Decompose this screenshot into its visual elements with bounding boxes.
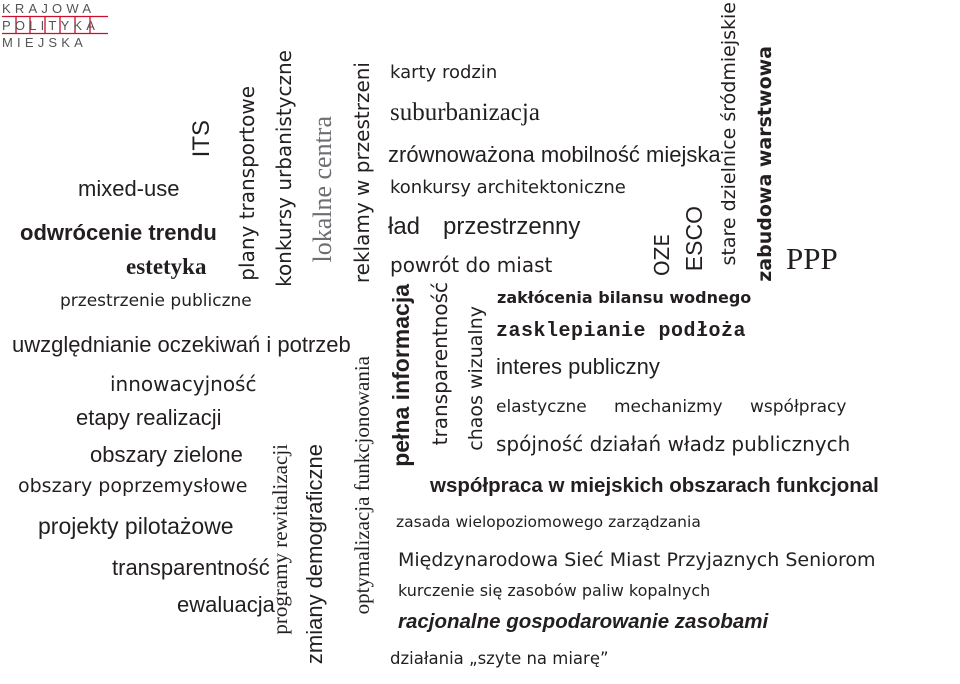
word-estetyka: estetyka <box>126 254 207 279</box>
word-powrot-do-miast: powrót do miast <box>390 253 553 277</box>
word-ewaluacja: ewaluacja <box>177 592 275 617</box>
word-suburbanizacja: suburbanizacja <box>390 99 540 126</box>
logo-line-3: MIEJSKA <box>2 35 88 50</box>
word-kurczenie: kurczenie się zasobów paliw kopalnych <box>398 581 711 600</box>
word-etapy-realizacji: etapy realizacji <box>76 405 222 430</box>
word-lad: ład <box>388 213 421 240</box>
word-konkursy-architektoniczne: konkursy architektoniczne <box>390 177 626 198</box>
logo-line-1: KRAJOWA <box>2 1 96 16</box>
word-programy-rewitalizacji: programy rewitalizacji <box>268 444 292 635</box>
word-obszary-zielone: obszary zielone <box>90 442 243 467</box>
word-reklamy: reklamy w przestrzeni <box>350 62 374 284</box>
word-lokalne-centra: lokalne centra <box>308 116 337 263</box>
word-karty-rodzin: karty rodzin <box>390 62 498 83</box>
word-racjonalne: racjonalne gospodarowanie zasobami <box>398 610 769 633</box>
word-obszary-poprzemyslowe: obszary poprzemysłowe <box>18 475 248 497</box>
word-wspolpraca: współpraca w miejskich obszarach funkcjonal <box>430 474 879 497</box>
word-uwzglednianie: uwzględnianie oczekiwań i potrzeb <box>12 332 351 357</box>
word-mixed-use: mixed-use <box>78 176 180 201</box>
word-optymalizacja: optymalizacja funkcjonowania <box>350 356 374 615</box>
word-przestrzenny: przestrzenny <box>443 213 581 240</box>
word-mobilnosc: zrównoważona mobilność miejska <box>388 142 721 167</box>
word-innowacyjnosc: innowacyjność <box>110 372 257 396</box>
word-spojnosc: spójność działań władz publicznych <box>496 432 851 456</box>
word-mechanizmy: mechanizmy <box>614 397 723 417</box>
word-wspolpracy: współpracy <box>750 397 847 417</box>
word-ppp: PPP <box>786 241 838 276</box>
word-projekty-pilotazowe: projekty pilotażowe <box>38 513 234 539</box>
logo <box>0 0 112 52</box>
word-transparentnosc-horizontal: transparentność <box>112 555 270 580</box>
word-zasklepianie: zasklepianie podłoża <box>496 320 747 343</box>
word-zabudowa-warstwowa: zabudowa warstwowa <box>754 46 776 282</box>
word-interes-publiczny: interes publiczny <box>496 354 660 379</box>
word-elastyczne: elastyczne <box>496 397 587 417</box>
word-its: ITS <box>188 120 215 158</box>
word-zmiany-demograficzne: zmiany demograficzne <box>302 444 327 665</box>
word-pelna-informacja: pełna informacja <box>388 284 414 467</box>
word-transparentnosc-vertical: transparentność <box>428 282 452 446</box>
word-zaklocenia: zakłócenia bilansu wodnego <box>497 288 752 307</box>
word-odwrocenie-trendu: odwrócenie trendu <box>20 220 217 245</box>
word-konkursy-urbanistyczne: konkursy urbanistyczne <box>272 50 296 287</box>
word-plany-transportowe: plany transportowe <box>235 86 259 281</box>
word-dzialania: działania „szyte na miarę” <box>390 649 609 668</box>
word-oze: OZE <box>650 234 674 277</box>
word-chaos-wizualny: chaos wizualny <box>465 306 487 451</box>
logo-line-2: POLITYKA <box>2 18 100 33</box>
word-siec-miast: Międzynarodowa Sieć Miast Przyjaznych Seniorom <box>398 549 876 571</box>
word-esco: ESCO <box>681 206 707 272</box>
word-zasada: zasada wielopoziomowego zarządzania <box>396 513 701 531</box>
word-przestrzenie-publiczne: przestrzenie publiczne <box>60 291 252 311</box>
word-stare-dzielnice: stare dzielnice śródmiejskie <box>718 2 740 266</box>
